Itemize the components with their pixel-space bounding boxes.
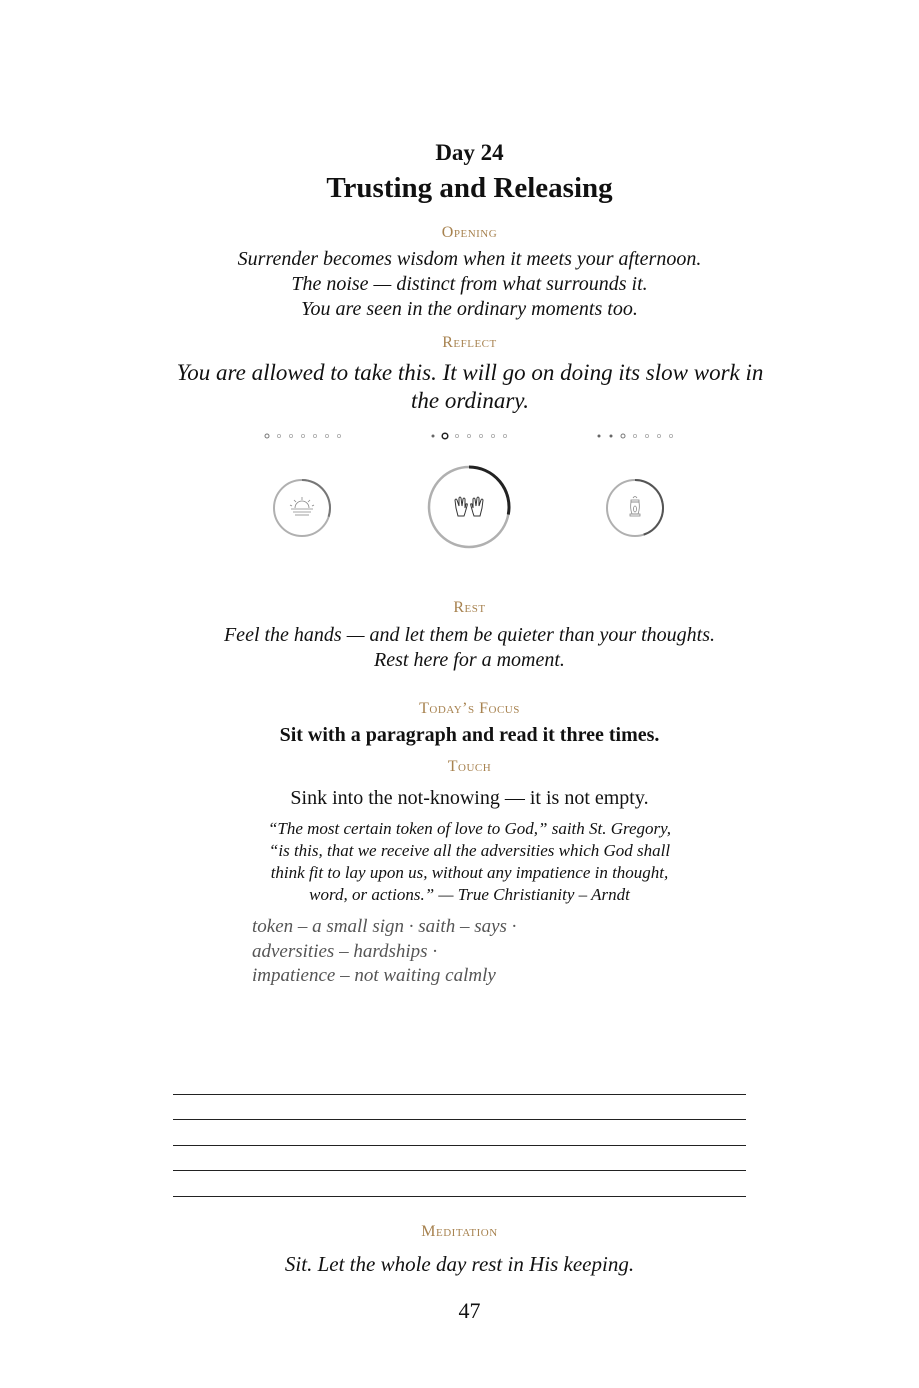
practice-sunrise-button[interactable] — [274, 480, 330, 536]
progress-dot — [265, 434, 269, 438]
progress-dot — [301, 434, 304, 437]
progress-dot — [289, 434, 292, 437]
opening-text — [10, 247, 919, 322]
glossary-line: adversities – hardships · — [252, 940, 438, 962]
quote-line: “is this, that we receive all the adversities which God shall — [268, 841, 671, 860]
quote-block — [10, 818, 919, 906]
glossary-line: token – a small sign · saith – says · — [252, 916, 517, 937]
meditation-label: Meditation — [421, 1223, 498, 1240]
writing-line[interactable] — [173, 1094, 746, 1095]
quote-line: think fit to lay upon us, without any impatience in thought, — [270, 863, 669, 882]
progress-dot — [432, 435, 435, 438]
dot-indicator-lantern — [598, 434, 673, 438]
progress-dot — [645, 434, 648, 437]
writing-line[interactable] — [173, 1170, 746, 1171]
writing-line[interactable] — [173, 1196, 746, 1197]
rest-line: Rest here for a moment. — [374, 649, 565, 671]
progress-dot — [657, 434, 660, 437]
glossary — [252, 915, 572, 989]
progress-dot — [598, 435, 601, 438]
day-number: Day 24 — [435, 140, 504, 165]
reflect-label: Reflect — [442, 334, 497, 351]
rest-text — [10, 623, 919, 673]
touch-text: Sink into the not-knowing — it is not empty. — [290, 787, 649, 809]
writing-line[interactable] — [173, 1145, 746, 1146]
progress-dot — [479, 434, 482, 437]
progress-dot — [325, 434, 328, 437]
page-title: Trusting and Releasing — [326, 172, 613, 204]
progress-dot — [491, 434, 494, 437]
dot-indicator-sunrise — [265, 434, 341, 438]
practice-icons — [0, 420, 919, 560]
opening-line: You are seen in the ordinary moments too. — [301, 298, 638, 320]
progress-dot — [277, 434, 280, 437]
opening-line: The noise — distinct from what surrounds it. — [291, 273, 648, 295]
rest-line: Feel the hands — and let them be quieter than your thoughts. — [223, 624, 716, 646]
progress-dot — [313, 434, 316, 437]
page-number: 47 — [458, 1298, 481, 1323]
focus-label: Today’s Focus — [419, 700, 520, 717]
progress-dot — [467, 434, 470, 437]
progress-arc — [302, 480, 330, 517]
progress-dot — [503, 434, 506, 437]
reflect-line: the ordinary. — [411, 388, 529, 413]
progress-dot — [669, 434, 672, 437]
progress-dot — [442, 433, 448, 439]
reflect-text — [0, 359, 919, 415]
progress-dot — [337, 434, 340, 437]
progress-dot — [633, 434, 636, 437]
dot-indicator-hands — [432, 433, 507, 439]
progress-arc — [469, 467, 509, 514]
practice-lantern-button[interactable] — [607, 480, 663, 536]
rest-label: Rest — [453, 599, 486, 616]
touch-label: Touch — [447, 758, 492, 775]
lantern-icon — [630, 497, 640, 517]
sunrise-icon — [290, 497, 314, 515]
reflect-line: You are allowed to take this. It will go on doing its slow work in — [176, 360, 764, 385]
progress-dot — [621, 434, 625, 438]
writing-line[interactable] — [173, 1119, 746, 1120]
opening-label: Opening — [441, 224, 498, 241]
progress-dot — [455, 434, 458, 437]
open-hands-icon — [455, 497, 483, 516]
glossary-line: impatience – not waiting calmly — [252, 965, 496, 986]
quote-line: “The most certain token of love to God,” saith St. Gregory, — [267, 819, 672, 838]
focus-text: Sit with a paragraph and read it three times. — [279, 724, 660, 746]
opening-line: Surrender becomes wisdom when it meets your afternoon. — [237, 248, 702, 270]
quote-line: word, or actions.” — True Christianity – Arndt — [309, 885, 630, 904]
practice-hands-button[interactable] — [429, 467, 509, 547]
meditation-text: Sit. Let the whole day rest in His keeping. — [284, 1252, 635, 1276]
progress-dot — [610, 435, 613, 438]
